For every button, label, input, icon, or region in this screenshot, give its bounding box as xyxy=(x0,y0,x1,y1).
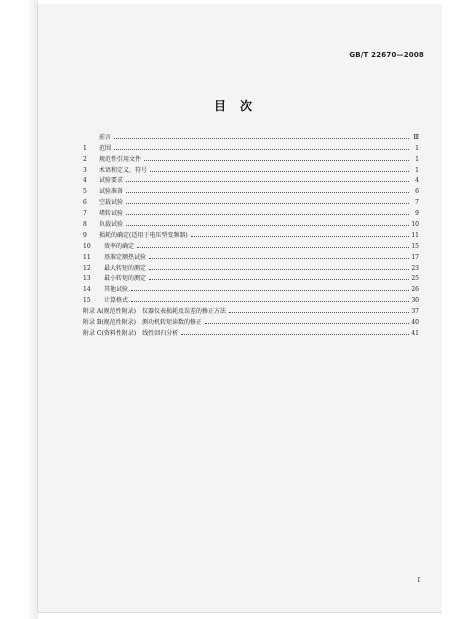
page-edge-shadow xyxy=(0,0,38,619)
toc-entry[interactable] xyxy=(83,293,419,304)
toc-entry-label: 堵转试验 xyxy=(99,210,124,218)
toc-entry-page: 9 xyxy=(415,210,419,218)
toc-dot-leader xyxy=(131,289,409,291)
toc-entry-number: 9 xyxy=(83,231,87,239)
toc-dot-leader xyxy=(149,257,409,259)
toc-entry-label: 负载试验 xyxy=(99,221,124,229)
toc-entry-page: 10 xyxy=(411,221,419,229)
toc-entry-label: 试验准备 xyxy=(99,188,124,196)
toc-dot-leader xyxy=(126,224,409,226)
toc-dot-leader xyxy=(149,268,409,270)
toc-dot-leader xyxy=(144,159,409,161)
toc-entry-subtitle: 测功机转矩读数的修正 xyxy=(142,319,203,327)
toc-dot-leader xyxy=(126,180,409,182)
toc-entry[interactable] xyxy=(83,239,419,250)
toc-entry-subtitle: 仪器仪表损耗及误差的修正方法 xyxy=(141,308,226,316)
toc-entry-label: 基准定额热试验 xyxy=(104,253,147,261)
document-page xyxy=(38,4,442,612)
toc-entry-number: 10 xyxy=(83,242,91,250)
toc-entry-label: 附录 B(规范性附录) xyxy=(83,319,136,327)
toc-entry[interactable] xyxy=(83,195,419,206)
toc-dot-leader xyxy=(181,333,409,335)
toc-entry[interactable] xyxy=(83,326,419,337)
toc-entry-page: 40 xyxy=(411,319,419,327)
toc-entry[interactable] xyxy=(83,130,419,141)
toc-entry-label: 最大转矩的测定 xyxy=(104,264,147,272)
toc-entry-page: 26 xyxy=(411,286,419,294)
toc-entry-page: 1 xyxy=(415,144,419,152)
toc-entry-page: Ⅲ xyxy=(413,133,419,141)
toc-dot-leader xyxy=(126,213,409,215)
toc-entry-number: 5 xyxy=(83,188,87,196)
toc-entry-number: 12 xyxy=(83,264,91,272)
toc-entry-page: 15 xyxy=(411,242,419,250)
toc-entry-number: 4 xyxy=(83,177,87,185)
toc-entry-label: 范围 xyxy=(99,144,112,152)
toc-entry[interactable] xyxy=(83,217,419,228)
toc-entry-label: 计算格式 xyxy=(104,297,129,305)
toc-entry[interactable] xyxy=(83,141,419,152)
toc-entry-page: 23 xyxy=(411,264,419,272)
toc-entry[interactable] xyxy=(83,152,419,163)
toc-entry[interactable] xyxy=(83,163,419,174)
toc-entry-page: 6 xyxy=(415,188,419,196)
toc-entry-page: 25 xyxy=(411,275,419,283)
toc-entry-page: 1 xyxy=(415,155,419,163)
toc-entry-number: 13 xyxy=(83,275,91,283)
toc-entry-label: 术语和定义、符号 xyxy=(99,166,148,174)
toc-entry-number: 7 xyxy=(83,210,87,218)
toc-dot-leader xyxy=(150,170,409,172)
toc-entry-page: 37 xyxy=(411,308,419,316)
toc-entry[interactable] xyxy=(83,261,419,272)
toc-entry[interactable] xyxy=(83,206,419,217)
toc-entry-subtitle: 线性回归分析 xyxy=(142,329,179,337)
toc-entry-label: 其他试验 xyxy=(104,286,129,294)
toc-entry-label: 最小转矩的测定 xyxy=(104,275,147,283)
toc-entry-page: 41 xyxy=(411,329,419,337)
toc-dot-leader xyxy=(229,311,409,313)
toc-entry-number: 11 xyxy=(83,253,91,261)
page-number: I xyxy=(417,577,420,584)
toc-entry-label: 附录 C(资料性附录) xyxy=(83,329,137,337)
toc-dot-leader xyxy=(126,202,409,204)
toc-entry-number: 8 xyxy=(83,221,87,229)
toc-entry-page: 7 xyxy=(415,199,419,207)
toc-entry-number: 1 xyxy=(83,144,87,152)
toc-entry[interactable] xyxy=(83,304,419,315)
toc-entry-label: 前言 xyxy=(99,133,112,141)
toc-entry-label: 损耗的确定(适用于电压型变频器) xyxy=(99,231,188,239)
toc-entry-label: 效率的确定 xyxy=(104,242,135,250)
toc-entry-number: 6 xyxy=(83,199,87,207)
toc-entry-page: 11 xyxy=(411,231,419,239)
toc-dot-leader xyxy=(149,278,409,280)
standard-code: GB/T 22670—2008 xyxy=(349,51,424,59)
page-title: 目次 xyxy=(213,99,266,113)
toc-entry[interactable] xyxy=(83,250,419,261)
toc-entry-page: 17 xyxy=(411,253,419,261)
toc-dot-leader xyxy=(126,191,409,193)
toc-entry-number: 15 xyxy=(83,297,91,305)
toc-entry-label: 试验要求 xyxy=(99,177,124,185)
toc-entry-label: 附录 A(规范性附录) xyxy=(83,308,136,316)
toc-dot-leader xyxy=(131,300,409,302)
toc-entry-number: 2 xyxy=(83,155,87,163)
toc-entry-label: 规范性引用文件 xyxy=(99,155,142,163)
toc-entry[interactable] xyxy=(83,282,419,293)
toc-dot-leader xyxy=(114,148,409,150)
toc-dot-leader xyxy=(137,246,409,248)
toc-entry-page: 30 xyxy=(411,297,419,305)
toc-entry[interactable] xyxy=(83,174,419,185)
toc-dot-leader xyxy=(114,137,409,139)
toc-entry-label: 空载试验 xyxy=(99,199,124,207)
toc-dot-leader xyxy=(191,235,409,237)
toc-entry[interactable] xyxy=(83,272,419,283)
toc-entry-number: 3 xyxy=(83,166,87,174)
toc-entry[interactable] xyxy=(83,184,419,195)
table-of-contents xyxy=(83,130,419,337)
toc-dot-leader xyxy=(205,322,409,324)
toc-entry-number: 14 xyxy=(83,286,91,294)
toc-entry[interactable] xyxy=(83,228,419,239)
toc-entry[interactable] xyxy=(83,315,419,326)
toc-entry-page: 1 xyxy=(415,166,419,174)
toc-entry-page: 4 xyxy=(415,177,419,185)
